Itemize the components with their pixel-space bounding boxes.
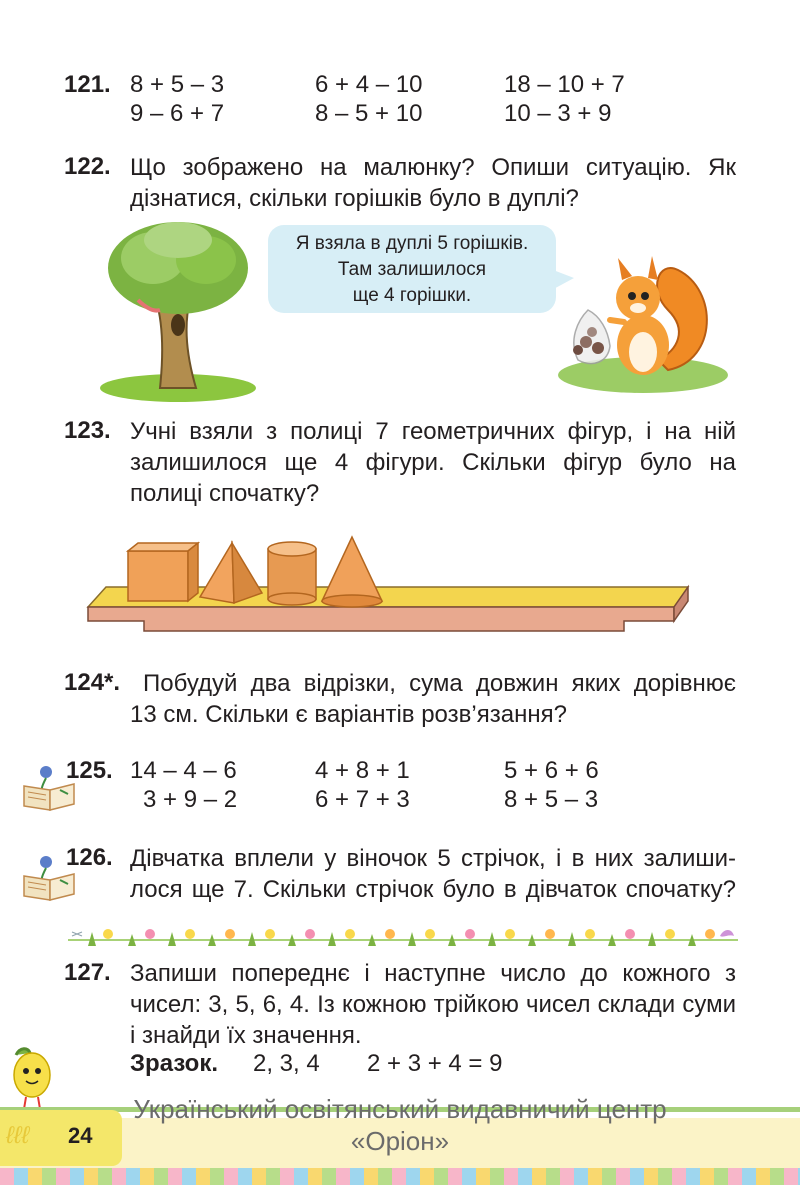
exercise-126-text-1: Дівчатка вплели у віночок 5 стрічок, і в них залиши- <box>130 845 736 872</box>
exercise-122-text-1: Що зображено на малюнку? Опиши ситуацію. Як <box>130 154 736 181</box>
expr-121-1: 8 + 5 – 3 <box>130 71 225 98</box>
expr-121-5: 8 – 5 + 10 <box>315 100 423 127</box>
exercise-127-text-2: чисел: 3, 5, 6, 4. Із кожною трійкою чисел склади суми <box>130 991 736 1018</box>
expr-125-2: 4 + 8 + 1 <box>315 757 410 784</box>
exercise-127-number: 127. <box>64 959 111 986</box>
expr-121-6: 10 – 3 + 9 <box>504 100 612 127</box>
flower-border-decoration <box>68 922 738 948</box>
exercise-127-text-1: Запиши попереднє і наступне число до кожного з <box>130 960 736 987</box>
expr-121-4: 9 – 6 + 7 <box>130 100 225 127</box>
sample-label: Зразок. <box>130 1050 219 1077</box>
shelf-illustration <box>84 535 694 635</box>
tree-illustration <box>98 220 258 402</box>
bubble-line-2: Там залишилося <box>337 259 487 280</box>
expr-125-4: 3 + 9 – 2 <box>143 786 238 813</box>
exercise-126-number: 126. <box>66 844 113 871</box>
exercise-127-text-3: і знайди їх значення. <box>130 1022 362 1049</box>
bubble-line-3: ще 4 горішки. <box>352 285 472 306</box>
publisher-brand: «Оріон» <box>350 1126 450 1156</box>
speech-bubble <box>268 225 556 313</box>
squirrel-illustration <box>548 250 728 395</box>
exercise-125-number: 125. <box>66 757 113 784</box>
expr-125-5: 6 + 7 + 3 <box>315 786 410 813</box>
expr-125-1: 14 – 4 – 6 <box>130 757 237 784</box>
expr-121-2: 6 + 4 – 10 <box>315 71 423 98</box>
page-number: 24 <box>68 1123 93 1148</box>
expr-125-3: 5 + 6 + 6 <box>504 757 599 784</box>
exercise-123-number: 123. <box>64 417 111 444</box>
footer-stripes <box>0 1168 800 1185</box>
exercise-124-number: 124*. <box>64 669 121 696</box>
sample-numbers: 2, 3, 4 <box>253 1050 320 1077</box>
exercise-123-text-2: залишилося ще 4 фігури. Скільки фігур було на <box>130 449 736 476</box>
exercise-122-text-2: дізнатися, скільки горішків було в дуплі? <box>130 185 579 212</box>
lemon-mascot-icon <box>6 1045 58 1111</box>
exercise-124-text-2: 13 см. Скільки є варіантів розв’язання? <box>130 701 567 728</box>
expr-125-6: 8 + 5 – 3 <box>504 786 599 813</box>
exercise-126-text-2: лося ще 7. Скільки стрічок було в дівчаток спочатку? <box>130 876 736 903</box>
exercise-121-number: 121. <box>64 71 111 98</box>
footer-swirl-decoration: ℓℓℓ <box>6 1122 30 1149</box>
exercise-122-number: 122. <box>64 153 111 180</box>
exercise-123-text-1: Учні взяли з полиці 7 геометричних фігур, і на ній <box>130 418 736 445</box>
exercise-123-text-3: полиці спочатку? <box>130 480 320 507</box>
exercise-124-text-1: Побудуй два відрізки, сума довжин яких дорівнює <box>143 670 736 697</box>
bubble-line-1: Я взяла в дуплі 5 горішків. <box>295 233 529 254</box>
expr-121-3: 18 – 10 + 7 <box>504 71 625 98</box>
sample-equation: 2 + 3 + 4 = 9 <box>367 1050 503 1077</box>
publisher-name: Український освітянський видавничий центр <box>133 1094 667 1124</box>
